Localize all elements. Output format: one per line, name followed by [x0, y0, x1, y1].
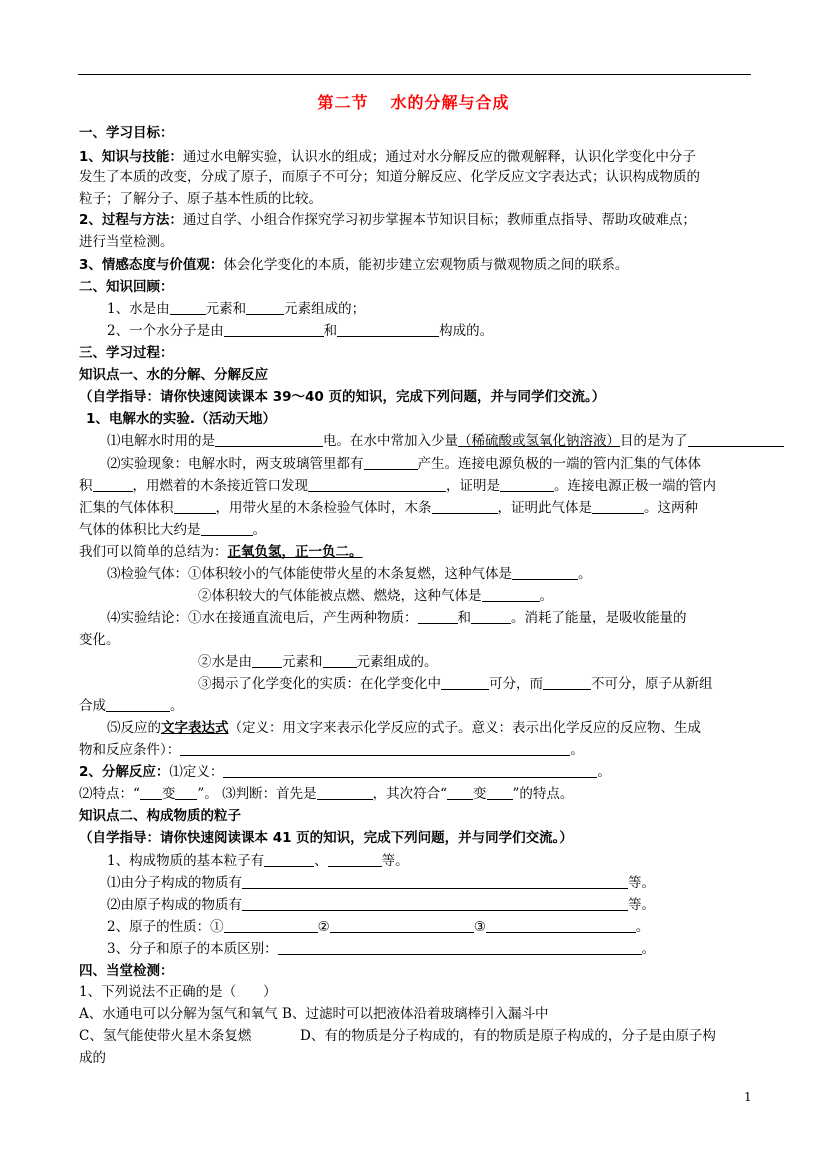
conclusion-line-3: ②水是由 元素和 元素组成的。	[198, 654, 438, 670]
blank[interactable]	[224, 918, 318, 933]
word-equation-line-2: 物和反应条件）： 。	[79, 742, 584, 758]
experiment-line-4: 汇集的气体体积 ，用带火星的木条检验气体时，木条 ，证明此气体是 。这两种	[79, 500, 698, 516]
objective-knowledge: 1、知识与技能：通过水电解实验，认识水的组成；通过对水分解反应的微观解释，认识化学变化中分子	[79, 149, 696, 165]
blank[interactable]	[246, 300, 284, 315]
blank[interactable]	[432, 499, 498, 514]
blank[interactable]	[308, 477, 446, 492]
particles-line-4: 2、原子的性质：① ② ③ 。	[107, 919, 650, 935]
experiment-heading: 1、电解水的实验.（活动天地）	[86, 411, 277, 427]
blank[interactable]	[201, 521, 253, 536]
blank[interactable]	[242, 874, 628, 889]
blank[interactable]	[174, 499, 216, 514]
section-3-heading: 三、学习过程：	[79, 345, 174, 361]
objective-emotion: 3、情感态度与价值观：体会化学变化的本质，能初步建立宏观物质与微观物质之间的联系。	[79, 257, 629, 273]
quiz-option-d-line-2: 成的	[79, 1050, 106, 1066]
experiment-line-5: 气体的体积比大约是 。	[79, 522, 266, 538]
experiment-line-1: ⑴电解水时用的是 电。在水中常加入少量（稀硫酸或氢氧化钠溶液）目的是为了	[107, 432, 784, 451]
blank[interactable]	[264, 852, 314, 867]
blank[interactable]	[215, 432, 323, 447]
blank[interactable]	[543, 675, 591, 690]
decomposition-features: ⑵特点：“ 变 ”。 ⑶判断：首先是 ，其次符合“ 变 ”的特点。	[79, 786, 574, 802]
particles-line-1: 1、构成物质的基本粒子有 、 等。	[107, 853, 409, 869]
knowledge-point-2: 知识点二、构成物质的粒子	[79, 808, 241, 824]
review-question-2: 2、一个水分子是由 和 构成的。	[107, 323, 494, 339]
header-rule	[78, 74, 751, 75]
blank[interactable]	[512, 565, 578, 580]
blank[interactable]	[252, 653, 282, 668]
conclusion-line-4: ③揭示了化学变化的实质：在化学变化中 可分，而 不可分，原子从新组	[198, 676, 713, 692]
blank[interactable]	[180, 741, 570, 756]
objective-process: 2、过程与方法：通过自学、小组合作探究学习初步掌握本节知识目标；教师重点指导、帮助攻破难点；	[79, 212, 696, 228]
particles-line-3: ⑵由原子构成的物质有 等。	[107, 897, 655, 913]
blank[interactable]	[482, 587, 540, 602]
blank[interactable]	[688, 432, 784, 447]
test-gas-line-1: ⑶检验气体：①体积较小的气体能使带火星的木条复燃，这种气体是 。	[107, 566, 592, 582]
test-gas-line-2: ②体积较大的气体能被点燃、燃烧，这种气体是 。	[198, 588, 553, 604]
blank[interactable]	[170, 300, 206, 315]
blank[interactable]	[330, 918, 474, 933]
blank[interactable]	[486, 918, 636, 933]
blank[interactable]	[278, 940, 642, 955]
self-study-guide-1: （自学指导：请你快速阅读课本 39～40 页的知识，完成下列问题，并与同学们交流。）	[79, 389, 606, 405]
summary-line: 我们可以简单的总结为：正氧负氢，正一负二。	[79, 544, 363, 560]
knowledge-point-1: 知识点一、水的分解、分解反应	[79, 367, 268, 383]
blank[interactable]	[93, 477, 133, 492]
quiz-option-d: D、有的物质是分子构成的，有的物质是原子构成的，分子是由原子构	[300, 1028, 716, 1044]
page-number: 1	[744, 1090, 752, 1104]
blank[interactable]	[175, 785, 197, 800]
blank[interactable]	[140, 785, 162, 800]
blank[interactable]	[328, 852, 382, 867]
objective-knowledge-line-2: 发生了本质的改变，分成了原子，而原子不可分；知道分解反应、化学反应文字表达式；认识构成物质的	[79, 169, 700, 185]
blank[interactable]	[242, 896, 628, 911]
blank[interactable]	[224, 322, 324, 337]
objective-knowledge-line-3: 粒子；了解分子、原子基本性质的比较。	[79, 191, 322, 207]
page-title: 第二节 水的分解与合成	[317, 93, 510, 112]
experiment-line-3: 积 ，用燃着的木条接近管口发现 ，证明是 。连接电源正极一端的管内	[79, 478, 716, 494]
section-1-heading: 一、学习目标：	[79, 125, 174, 141]
blank[interactable]	[592, 499, 644, 514]
blank[interactable]	[500, 477, 554, 492]
blank[interactable]	[471, 609, 511, 624]
quiz-question: 1、下列说法不正确的是（ ）	[79, 984, 277, 1000]
blank[interactable]	[317, 785, 373, 800]
section-2-heading: 二、知识回顾：	[79, 279, 174, 295]
particles-line-5: 3、分子和原子的本质区别： 。	[107, 941, 656, 957]
experiment-line-2: ⑵实验现象：电解水时，两支玻璃管里都有 产生。连接电源负极的一端的管内汇集的气体体	[107, 456, 701, 472]
blank[interactable]	[323, 653, 357, 668]
objective-process-line-2: 进行当堂检测。	[79, 234, 174, 250]
blank[interactable]	[441, 675, 489, 690]
blank[interactable]	[487, 785, 513, 800]
blank[interactable]	[106, 697, 170, 712]
quiz-option-c: C、氢气能使带火星木条复燃	[79, 1028, 252, 1044]
review-question-1: 1、水是由 元素和 元素组成的；	[107, 301, 366, 317]
quiz-options-ab: A、水通电可以分解为氢气和氧气 B、过滤时可以把液体沿着玻璃棒引入漏斗中	[79, 1006, 549, 1022]
conclusion-line-2: 变化。	[79, 632, 120, 648]
blank[interactable]	[364, 455, 418, 470]
decomposition-definition: 2、分解反应：⑴定义： 。	[79, 764, 611, 780]
conclusion-line-5: 合成 。	[79, 698, 184, 714]
section-4-heading: 四、当堂检测：	[79, 963, 174, 979]
blank[interactable]	[337, 322, 439, 337]
particles-line-2: ⑴由分子构成的物质有 等。	[107, 875, 655, 891]
blank[interactable]	[223, 763, 597, 778]
blank[interactable]	[418, 609, 458, 624]
conclusion-line-1: ⑷实验结论：①水在接通直流电后，产生两种物质： 和 。消耗了能量，是吸收能量的	[107, 610, 687, 626]
self-study-guide-2: （自学指导：请你快速阅读课本 41 页的知识，完成下列问题，并与同学们交流。）	[79, 830, 573, 846]
blank[interactable]	[447, 785, 473, 800]
word-equation-line-1: ⑸反应的文字表达式（定义：用文字来表示化学反应的式子。意义：表示出化学反应的反应物、生成	[107, 720, 701, 736]
